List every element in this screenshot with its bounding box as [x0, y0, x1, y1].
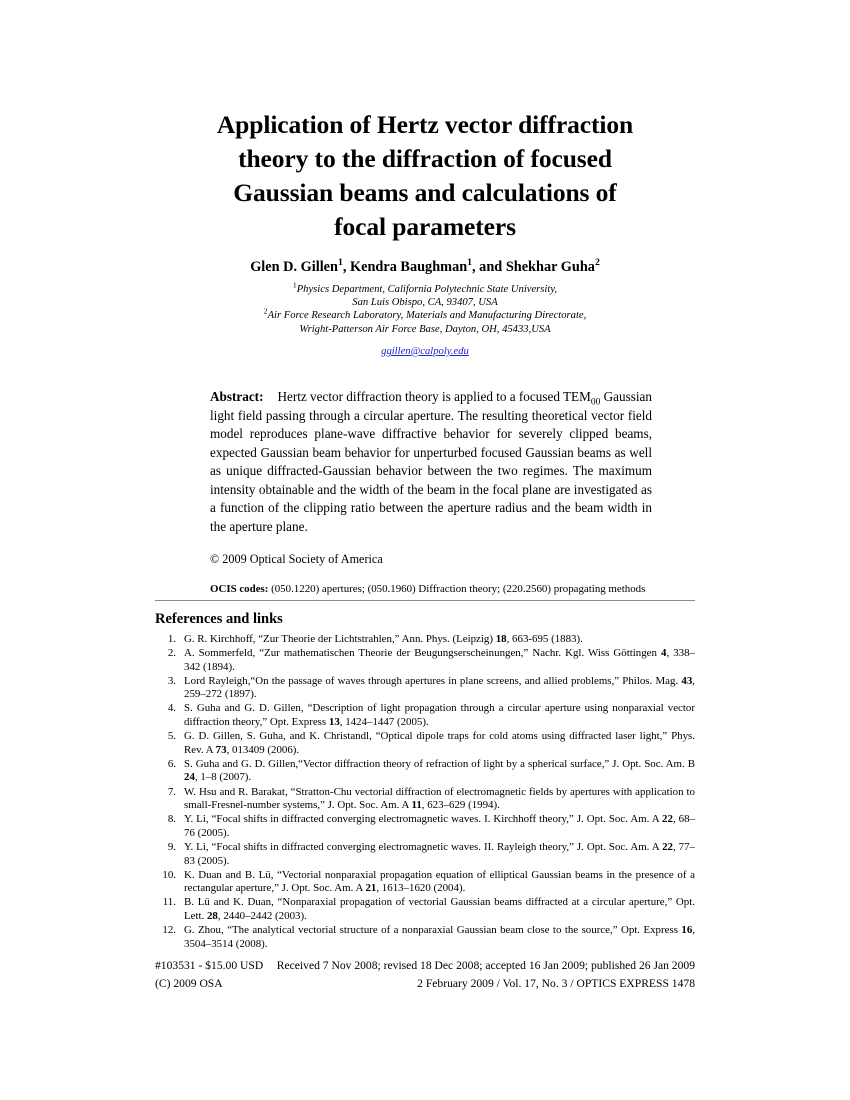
affiliation-2-line-2: Wright-Patterson Air Force Base, Dayton, OH, 45433,USA [299, 323, 551, 335]
reference-item: B. Lü and K. Duan, “Nonparaxial propagation of vectorial Gaussian beams diffracted at a circular aperture,” Opt. Lett. 28, 2440–2442 (2003). [184, 896, 695, 922]
reference-item: K. Duan and B. Lü, “Vectorial nonparaxial propagation equation of elliptical Gaussian beams in the presence of a rectangular aperture,” J. Opt. Soc. Am. A 21, 1613–1620 (2004). [184, 868, 695, 895]
reference-item: A. Sommerfeld, “Zur mathematischen Theorie der Beugungserscheinungen,” Nachr. Kgl. Wiss Göttingen 4, 338–342 (1894). [184, 647, 695, 673]
author-affil-marker-2: 1 [467, 257, 473, 269]
affiliation-1-marker: 1 [292, 280, 297, 290]
page-title: Application of Hertz vector diffraction theory to the diffraction of focused Gaussian beams and calculations of focal parameters [216, 110, 634, 241]
references-list [155, 633, 695, 951]
author-separator-2: , and [472, 259, 506, 275]
author-affil-marker-1: 1 [337, 257, 343, 269]
affiliation-2-line-1 [175, 306, 675, 322]
abstract-block [210, 388, 652, 596]
author-affil-marker-3: 2 [594, 257, 600, 269]
references-heading: References and links [155, 611, 283, 627]
reference-item: Y. Li, “Focal shifts in diffracted converging electromagnetic waves. II. Rayleigh theory,” J. Opt. Soc. Am. A 22, 77–83 (2005). [184, 840, 695, 867]
reference-item: G. D. Gillen, S. Guha, and K. Christandl, “Optical dipole traps for cold atoms using diffracted laser light,” Phys. Rev. A 73, 013409 (2006). [184, 730, 695, 756]
abstract-tem-subscript: 00 [590, 397, 601, 408]
contact-email-link[interactable]: ggillen@calpoly.edu [381, 345, 469, 357]
affiliation-1 [175, 280, 675, 309]
affiliation-2 [175, 306, 675, 335]
journal-citation: 2 February 2009 / Vol. 17, No. 3 / OPTICS EXPRESS 1478 [417, 976, 695, 990]
footer-row-bottom [155, 975, 695, 993]
author-list [175, 258, 675, 276]
reference-item: W. Hsu and R. Barakat, “Stratton-Chu vectorial diffraction of electromagnetic fields by apertures with application to small-Fresnel-number systems,” J. Opt. Soc. Am. A 11, 623–629 (1994). [184, 785, 695, 812]
references-section [155, 610, 695, 952]
ocis-label: OCIS codes: [210, 583, 269, 595]
reference-item: S. Guha and G. D. Gillen,“Vector diffraction theory of refraction of light by a spherical surface,” J. Opt. Soc. Am. B 24, 1–8 (2007). [184, 757, 695, 784]
page-footer [155, 957, 695, 992]
email-row [175, 346, 675, 357]
ocis-codes [210, 582, 652, 596]
reference-item: Y. Li, “Focal shifts in diffracted converging electromagnetic waves. I. Kirchhoff theory,” J. Opt. Soc. Am. A 22, 68–76 (2005). [184, 813, 695, 839]
publication-dates: Received 7 Nov 2008; revised 18 Dec 2008; accepted 16 Jan 2009; published 26 Jan 2009 [276, 959, 695, 972]
affiliation-1-line-1 [175, 280, 675, 296]
affiliation-2-text-1: Air Force Research Laboratory, Materials and Manufacturing Directorate, [267, 310, 587, 322]
reference-item: G. R. Kirchhoff, “Zur Theorie der Lichtstrahlen,” Ann. Phys. (Leipzig) 18, 663-695 (1883). [184, 633, 583, 645]
affiliation-1-text-1: Physics Department, California Polytechnic State University, [296, 284, 558, 295]
reference-item: Lord Rayleigh,“On the passage of waves through apertures in plane screens, and allied problems,” Philos. Mag. 43, 259–272 (1897). [184, 674, 695, 701]
manuscript-id: #103531 - $15.00 USD [155, 959, 264, 972]
copyright-notice: © 2009 Optical Society of America [210, 552, 383, 566]
reference-item: S. Guha and G. D. Gillen, “Description of light propagation through a circular aperture using nonparaxial vector diffraction theory,” Opt. Express 13, 1424–1447 (2005). [184, 702, 695, 729]
author-separator-1: , [342, 259, 350, 275]
abstract-paragraph [210, 388, 652, 536]
affiliation-2-marker: 2 [263, 306, 268, 316]
author-name-1: Glen D. Gillen [250, 259, 338, 275]
author-name-3: Shekhar Guha [505, 259, 595, 275]
affiliation-1-line-2: San Luis Obispo, CA, 93407, USA [352, 297, 498, 309]
author-name-2: Kendra Baughman [349, 259, 468, 275]
section-divider [155, 600, 695, 601]
abstract-text-part-1: Hertz vector diffraction theory is applied to a focused TEM [277, 389, 591, 404]
author-block [175, 258, 675, 357]
footer-copyright: (C) 2009 OSA [155, 976, 223, 990]
title-block [205, 108, 645, 244]
abstract-label: Abstract: [210, 389, 264, 404]
abstract-text-part-2: Gaussian light field passing through a circular aperture. The resulting theoretical vector field model reproduces plane-wave diffractive behavior for severely clipped beams, expected Gaussian beam behavior for unperturbed focused Gaussian beams as well as unique diffracted-Gaussian behavior between the two regimes. The maximum intensity obtainable and the width of the beam in the focal plane are investigated as a function of the clipping ratio between the aperture radius and the beam width in the aperture plane. [210, 389, 652, 534]
reference-item: G. Zhou, “The analytical vectorial structure of a nonparaxial Gaussian beam close to the source,” Opt. Express 16, 3504–3514 (2008). [184, 923, 695, 950]
footer-row-top [155, 957, 695, 975]
ocis-text: (050.1220) apertures; (050.1960) Diffraction theory; (220.2560) propagating methods [268, 583, 646, 595]
